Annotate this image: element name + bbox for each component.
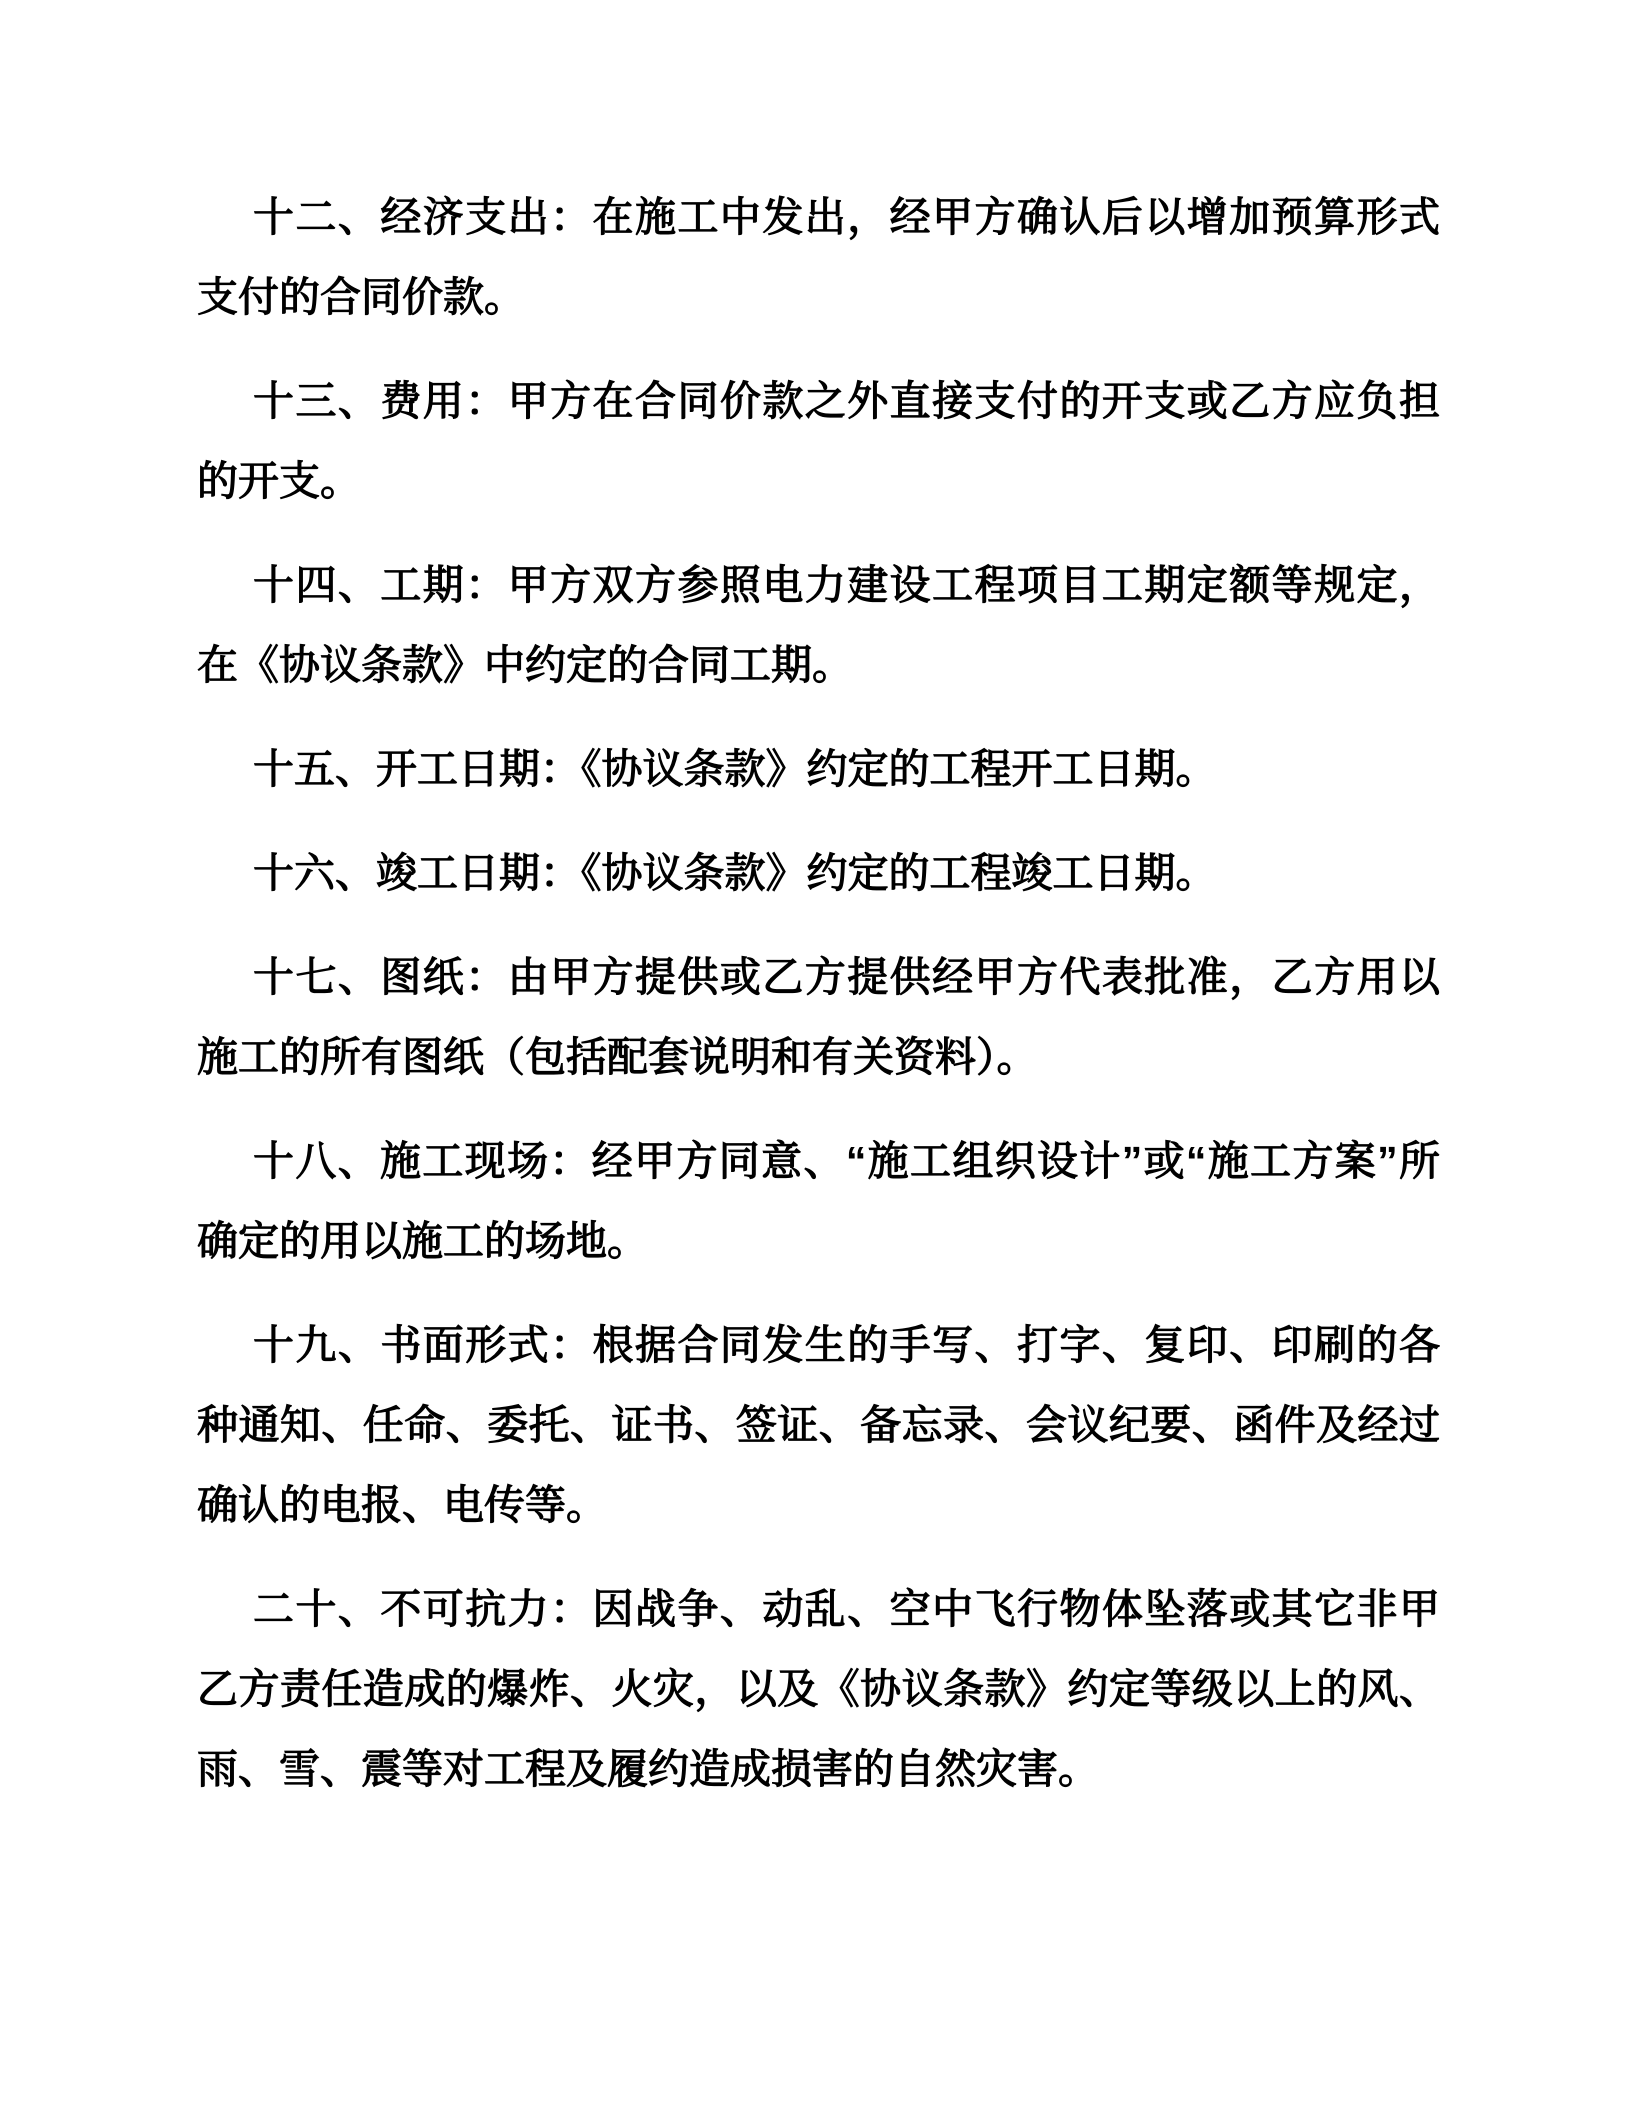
clause-paragraph-19: 十九、书面形式：根据合同发生的手写、打字、复印、印刷的各种通知、任命、委托、证书、签证、备忘录、会议纪要、函件及经过确认的电报、电传等。	[197, 1322, 1440, 1528]
clause-paragraph-14: 十四、工期：甲方双方参照电力建设工程项目工期定额等规定，在《协议条款》中约定的合同工期。	[197, 562, 1440, 688]
clause-paragraph-18: 十八、施工现场：经甲方同意、“施工组织设计”或“施工方案”所确定的用以施工的场地。	[197, 1138, 1440, 1264]
clause-paragraph-17: 十七、图纸：由甲方提供或乙方提供经甲方代表批准，乙方用以施工的所有图纸（包括配套说明和有关资料）。	[197, 954, 1440, 1080]
document-body	[197, 177, 1440, 1833]
clause-paragraph-16: 十六、竣工日期：《协议条款》约定的工程竣工日期。	[253, 850, 1217, 896]
clause-paragraph-15: 十五、开工日期：《协议条款》约定的工程开工日期。	[253, 746, 1217, 792]
clause-paragraph-12: 十二、经济支出：在施工中发出，经甲方确认后以增加预算形式支付的合同价款。	[197, 194, 1440, 320]
clause-paragraph-20: 二十、不可抗力：因战争、动乱、空中飞行物体坠落或其它非甲乙方责任造成的爆炸、火灾，以及《协议条款》约定等级以上的风、雨、雪、震等对工程及履约造成损害的自然灾害。	[197, 1586, 1440, 1792]
clause-paragraph-13: 十三、费用：甲方在合同价款之外直接支付的开支或乙方应负担的开支。	[197, 378, 1440, 504]
